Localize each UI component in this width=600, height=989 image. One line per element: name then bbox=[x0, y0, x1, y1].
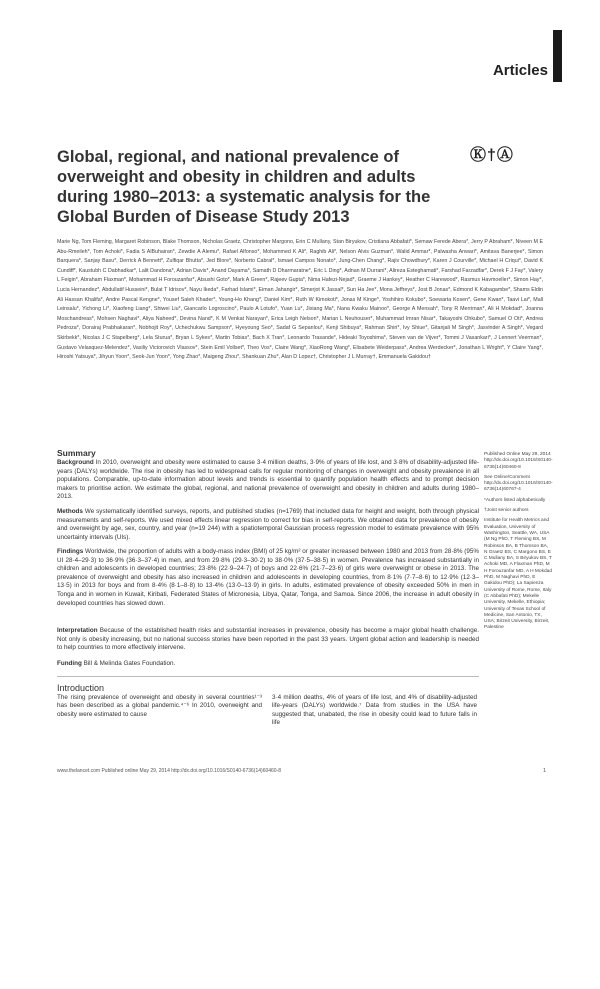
introduction-left-column: The rising prevalence of overweight and obesity in several countries¹⁻³ has been described as a global pandemic.⁴⁻⁶ In 2010, overweight and obesity were estimated to cause bbox=[57, 694, 262, 718]
sidebar-publication-info[interactable]: Published Online May 29, 2014 http://dx.doi.org/10.1016/S0140-6736(14)60460-8 bbox=[484, 452, 553, 470]
background-label: Background bbox=[57, 459, 94, 466]
section-label: Articles bbox=[492, 62, 548, 79]
page-footer: www.thelancet.com Published online May 29, 2014 http://dx.doi.org/10.1016/S0140-6736(14)60460-8 bbox=[57, 768, 282, 774]
page-number: 1 bbox=[543, 768, 547, 774]
summary-background bbox=[57, 459, 479, 502]
summary-interpretation bbox=[57, 627, 479, 653]
article-title: Global, regional, and national prevalence of overweight and obesity in children and adults during 1980–2013: a systematic analysis for the Global Burden of Disease Study 2013 bbox=[57, 148, 431, 226]
open-access-crossmark-icon[interactable]: Ⓚ†Ⓐ bbox=[470, 147, 514, 164]
background-text: In 2010, overweight and obesity were estimated to cause 3·4 million deaths, 3·9% of years of life lost, and 3·8% of disability-adjusted life-years (DALYs) worldwide. The rise in obesity has led to widespread calls for regular monitoring of changes in overweight and obesity prevalence in all populations. Comparable, up-to-date information about levels and trends is essential to quantify population health effects and to prompt decision makers to prioritise action. We estimate the global, regional, and national prevalence of overweight and obesity in children and adults during 1980–2013. bbox=[57, 459, 479, 501]
introduction-right-column: 3·4 million deaths, 4% of years of life lost, and 4% of disability-adjusted life-years (DALYs) worldwide.⁷ Data from studies in the USA have suggested that, unabated, the rise in obesity could lead to future falls in life bbox=[272, 694, 477, 727]
sidebar-affiliations: Institute for Health Metrics and Evaluation, University of Washington, Seattle, WA, USA (M Ng PhD, T Fleming BS, M Robinson BA, B Thomson BA, N Graetz BS, C Margono BS, E C Mullany BA, S Biryukov BS, T Achoki MD, A Flaxman PhD, M H Forouzanfar MD, A H Mokdad PhD, M Naghavi PhD, E Gakidou PhD); La Sapienza University of Rome, Rome, Italy (C Abbafati PhD); Mekelle University, Mekelle, Ethiopia; University of Texas School of Medicine, San Antonio, TX, USA; Birzeit University, Birzeit, Palestine bbox=[484, 518, 552, 631]
funding-text: Bill & Melinda Gates Foundation. bbox=[83, 660, 176, 667]
article-sidebar bbox=[484, 452, 552, 636]
divider bbox=[57, 676, 479, 677]
findings-label: Findings bbox=[57, 548, 84, 555]
summary-funding bbox=[57, 660, 479, 669]
interpretation-label: Interpretation bbox=[57, 627, 98, 634]
summary-findings bbox=[57, 548, 479, 608]
author-list: Marie Ng, Tom Fleming, Margaret Robinson, Blake Thomson, Nicholas Graetz, Christopher Margono, Erin C Mullany, Stan Biryukov, Cristiana Abbafati*, Semaw Ferede Abera*, Jerry P Abraham*, Niveen M E Abu-Rmeileh*, Tom Achoki*, Fadia S AlBuhairan*, Zewdie A Alemu*, Rafael Alfonso*, Mohammed K Ali*, Raghib Ali*, Nelson Alvis Guzman*, Walid Ammar*, Palwasha Anwari*, Amitava Banerjee*, Simon Barquera*, Sanjay Basu*, Derrick A Bennett*, Zulfiqar Bhutta*, Jed Blore*, Norberto Cabral*, Ismael Campos Nonato*, Jung-Chen Chang*, Rajiv Chowdhury*, Karen J Courville*, Michael H Criqui*, David K Cundiff*, Kaustubh C Dabhadkar*, Lalit Dandona*, Adrian Davis*, Anand Dayama*, Samath D Dharmaratne*, Eric L Ding*, Adnan M Durrani*, Alireza Esteghamati*, Farshad Farzadfar*, Derek F J Fay*, Valery L Feigin*, Abraham Flaxman*, Mohammad H Forouzanfar*, Atsushi Goto*, Mark A Green*, Rajeev Gupta*, Nima Hafezi-Nejad*, Graeme J Hankey*, Heather C Harewood*, Rasmus Havmoeller*, Simon Hay*, Lucia Hernandez*, Abdullatif Husseini*, Bulat T Idrisov*, Nayu Ikeda*, Farhad Islami*, Eiman Jahangir*, Simerjot K Jassal*, Sun Ha Jee*, Mona Jeffreys*, Jost B Jonas*, Edmond K Kabagambe*, Shams Eldin Ali Hassan Khalifa*, Andre Pascal Kengne*, Yousef Saleh Khader*, Young-Ho Khang*, Daniel Kim*, Ruth W Kimokoti*, Jonas M Kinge*, Yoshihiro Kokubo*, Soewarta Kosen*, Gene Kwan*, Taavi Lai*, Mall Leinsalu*, Yichong Li*, Xiaofeng Liang*, Shiwei Liu*, Giancarlo Logroscino*, Paulo A Lotufo*, Yuan Lu*, Jixiang Ma*, Nana Kwaku Mainoo*, George A Mensah*, Tony R Merriman*, Ali H Mokdad*, Joanna Moschandreas*, Mohsen Naghavi*, Aliya Naheed*, Devina Nand*, K M Venkat Narayan*, Erica Leigh Nelson*, Marian L Neuhouser*, Muhammad Imran Nisar*, Takayoshi Ohkubo*, Samuel O Oti*, Andrea Pedroza*, Dorairaj Prabhakaran*, Nobhojit Roy*, Uchechukwu Sampson*, Hyeyoung Seo*, Sadaf G Sepanlou*, Kenji Shibuya*, Rahman Shiri*, Ivy Shiue*, Gitanjali M Singh*, Jasvinder A Singh*, Vegard Skirbekk*, Nicolas J C Stapelberg*, Lela Sturua*, Bryan L Sykes*, Martin Tobias*, Bach X Tran*, Leonardo Trasande*, Hideaki Toyoshima*, Steven van de Vijver*, Tommi J Vasankari*, J Lennert Veerman*, Gustavo Velasquez-Melendez*, Vasiliy Victorovich Vlassov*, Stein Emil Vollset*, Theo Vos*, Claire Wang*, XiaoRong Wang*, Elisabete Weiderpass*, Andrea Werdecker*, Jonathan L Wright*, Y Claire Yang*, Hiroshi Yatsuya*, Jihyun Yoon*, Seok-Jun Yoon*, Yong Zhao*, Maigeng Zhou*, Shankuan Zhu*, Alan D Lopez†, Christopher J L Murray†, Emmanuela Gakidou† bbox=[57, 239, 543, 361]
sidebar-comment-link[interactable]: See Online/Comment http://dx.doi.org/10.1016/S0140-6736(14)60767-4 bbox=[484, 474, 553, 493]
interpretation-text: Because of the established health risks and substantial increases in prevalence, obesity has become a major global health challenge. Not only is obesity increasing, but no national success stories have been reported in the past 33 years. Urgent global action and leadership is needed to help countries to more effectively intervene. bbox=[57, 627, 479, 652]
introduction-heading: Introduction bbox=[57, 683, 105, 693]
section-marker-bar bbox=[553, 30, 562, 82]
findings-text: Worldwide, the proportion of adults with a body-mass index (BMI) of 25 kg/m² or greater increased between 1980 and 2013 from 28·8% (95% UI 28·4–29·3) to 36·9% (36·3–37·4) in men, and from 29·8% (29·3–30·2) to 38·0% (37·5–38·5) in women. Prevalence has increased substantially in children and adolescents in developed countries; 23·8% (22·9–24·7) of boys and 22·6% (21·7–23·6) of girls were overweight or obese in 2013. The prevalence of overweight and obesity has also increased in children and adolescents in developing countries, from 8·1% (7·7–8·6) to 12·9% (12·3–13·5) in 2013 for boys and from 8·4% (8·1–8·8) to 13·4% (13·0–13·9) in girls. In adults, estimated prevalence of obesity exceeded 50% in men in Tonga and in women in Kuwait, Kiribati, Federated States of Micronesia, Libya, Qatar, Tonga, and Samoa. Since 2006, the increase in adult obesity in developed countries has slowed down. bbox=[57, 548, 479, 607]
methods-text: We systematically identified surveys, reports, and published studies (n=1769) that included data for height and weight, both through physical measurements and self-reports. We used mixed effects linear regression to correct for bias in self-reports. We obtained data for prevalence of obesity and overweight by age, sex, country, and year (n=19 244) with a spatiotemporal Gaussian process regression model to estimate prevalence with 95% uncertainty intervals (UIs). bbox=[57, 508, 479, 541]
sidebar-authors-note: *Authors listed alphabetically bbox=[484, 497, 546, 503]
methods-label: Methods bbox=[57, 508, 83, 515]
funding-label: Funding bbox=[57, 660, 82, 667]
summary-methods bbox=[57, 508, 479, 542]
summary-heading: Summary bbox=[57, 448, 96, 458]
sidebar-senior-authors-note: †Joint senior authors bbox=[484, 508, 529, 514]
